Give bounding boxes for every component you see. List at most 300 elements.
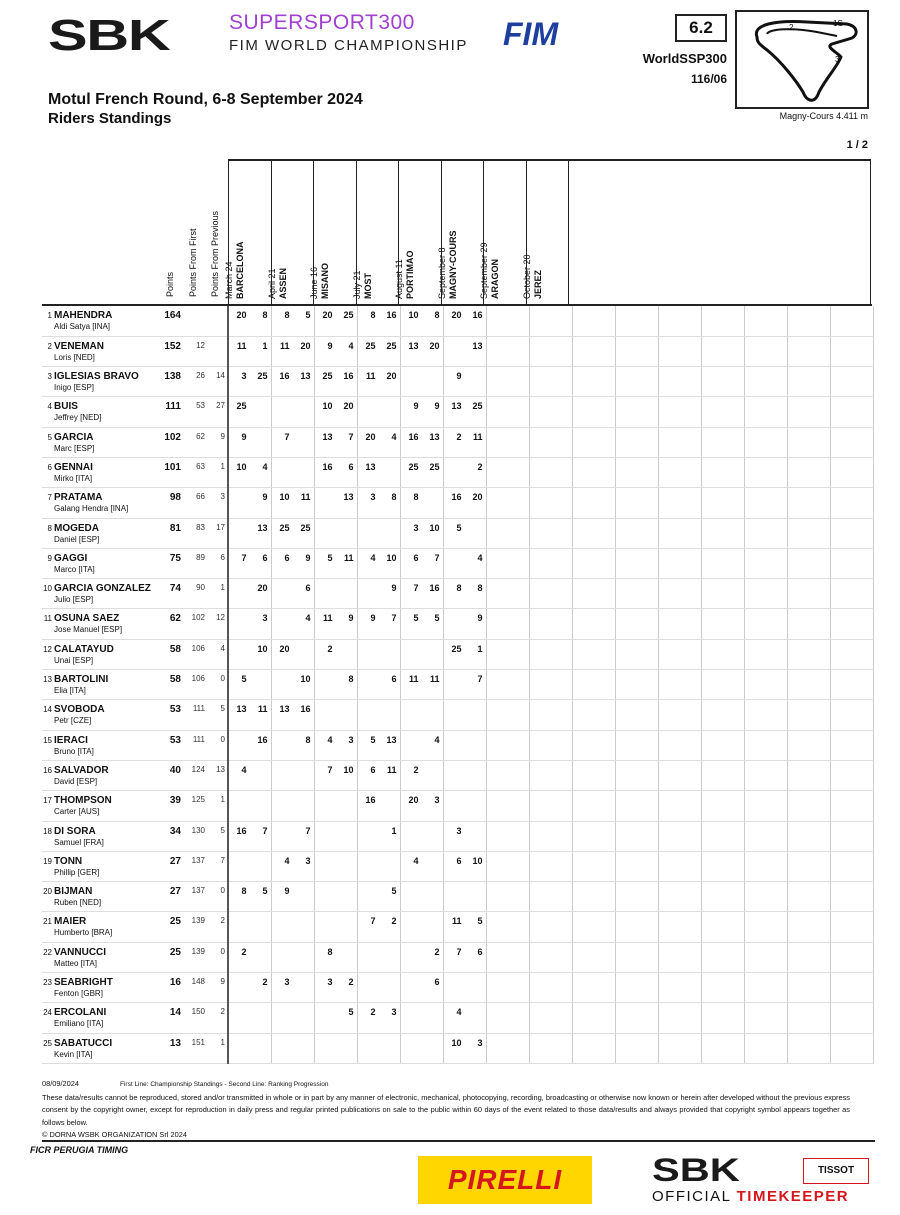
points-from-previous	[205, 306, 228, 336]
race-points	[293, 397, 315, 427]
points-from-previous: 1	[205, 579, 228, 609]
empty-cell	[572, 457, 615, 487]
race-points: 25	[293, 518, 315, 548]
empty-cell	[486, 670, 529, 700]
race-points: 4	[379, 427, 401, 457]
race-points: 10	[336, 760, 358, 790]
race-points: 3	[250, 609, 272, 639]
empty-cell	[529, 367, 572, 397]
rider-first-name-nation: Daniel [ESP]	[54, 534, 100, 544]
points-from-first: 139	[181, 942, 205, 972]
empty-cell	[658, 336, 701, 366]
round-header	[479, 161, 526, 305]
empty-cell	[615, 791, 658, 821]
empty-cell	[701, 306, 744, 336]
points-from-previous: 0	[205, 882, 228, 912]
race-points: 20	[465, 488, 487, 518]
empty-cell	[572, 639, 615, 669]
race-points: 11	[293, 488, 315, 518]
sbk-logo	[48, 11, 170, 60]
points-from-first: 89	[181, 548, 205, 578]
race-points: 25	[336, 306, 358, 336]
race-points: 11	[465, 427, 487, 457]
empty-cell	[572, 821, 615, 851]
race-points	[228, 579, 250, 609]
race-points: 3	[379, 1003, 401, 1033]
race-points	[271, 397, 293, 427]
track-label: 3	[835, 55, 840, 64]
rider-position: 6	[47, 462, 52, 472]
rider-first-name-nation: Marc [ESP]	[54, 443, 95, 453]
race-points	[379, 639, 401, 669]
points-from-previous: 5	[205, 700, 228, 730]
race-points: 3	[293, 851, 315, 881]
race-points	[271, 730, 293, 760]
race-points	[422, 760, 444, 790]
empty-cell	[658, 609, 701, 639]
rider-last-name: MAIER	[54, 916, 87, 928]
race-points	[293, 942, 315, 972]
empty-cell	[572, 1033, 615, 1063]
table-row	[42, 488, 873, 518]
empty-cell	[744, 730, 787, 760]
empty-cell	[787, 670, 830, 700]
race-points	[250, 1033, 272, 1063]
race-points	[465, 791, 487, 821]
rider-cell	[42, 730, 155, 760]
points: 75	[155, 548, 181, 578]
race-points	[357, 1033, 379, 1063]
race-points	[443, 548, 465, 578]
rider-first-name-nation: Jose Manuel [ESP]	[54, 625, 123, 635]
rider-first-name-nation: Inigo [ESP]	[54, 383, 95, 393]
rider-cell	[42, 1033, 155, 1063]
race-points: 9	[250, 488, 272, 518]
race-points	[443, 336, 465, 366]
rider-first-name-nation: David [ESP]	[54, 776, 98, 786]
empty-cell	[572, 1003, 615, 1033]
race-points: 13	[443, 397, 465, 427]
rider-position: 17	[43, 796, 52, 806]
race-points	[228, 973, 250, 1003]
race-points: 4	[336, 336, 358, 366]
empty-cell	[529, 882, 572, 912]
race-points	[271, 1003, 293, 1033]
race-points: 11	[357, 367, 379, 397]
race-points	[271, 760, 293, 790]
points-from-first: 139	[181, 912, 205, 942]
race-points	[357, 579, 379, 609]
race-points: 16	[336, 367, 358, 397]
empty-cell	[486, 851, 529, 881]
document-number: 116/06	[690, 72, 727, 86]
race-points	[443, 730, 465, 760]
race-points: 25	[400, 457, 422, 487]
race-points: 9	[443, 367, 465, 397]
empty-cell	[572, 942, 615, 972]
rider-last-name: BIJMAN	[54, 886, 93, 898]
points: 27	[155, 851, 181, 881]
points-from-previous: 0	[205, 730, 228, 760]
empty-cell	[787, 973, 830, 1003]
empty-cell	[615, 700, 658, 730]
points: 74	[155, 579, 181, 609]
points-from-previous: 7	[205, 851, 228, 881]
race-points: 10	[465, 851, 487, 881]
track-label: 2	[789, 23, 794, 32]
empty-cell	[658, 821, 701, 851]
race-points: 25	[443, 639, 465, 669]
round-header	[224, 161, 271, 305]
table-row	[42, 1003, 873, 1033]
empty-cell	[658, 700, 701, 730]
race-points	[228, 609, 250, 639]
race-points	[336, 700, 358, 730]
round-date: July 21	[351, 270, 362, 299]
race-points	[293, 1003, 315, 1033]
race-points	[400, 1003, 422, 1033]
col-header-from-first: Points From First	[188, 228, 198, 297]
race-points	[443, 609, 465, 639]
empty-cell	[701, 609, 744, 639]
empty-cell	[615, 518, 658, 548]
race-points	[379, 851, 401, 881]
points-from-previous: 0	[205, 670, 228, 700]
round-venue: MISANO	[320, 263, 330, 299]
rider-position: 15	[43, 735, 52, 745]
round-date: October 20	[521, 254, 532, 299]
empty-cell	[744, 760, 787, 790]
race-points: 5	[400, 609, 422, 639]
race-points	[379, 397, 401, 427]
empty-cell	[830, 821, 873, 851]
race-points	[422, 367, 444, 397]
rider-cell	[42, 457, 155, 487]
standings-table	[42, 306, 871, 1064]
rider-position: 8	[47, 523, 52, 533]
empty-cell	[529, 306, 572, 336]
empty-cell	[529, 760, 572, 790]
race-points	[400, 1033, 422, 1063]
rider-cell	[42, 912, 155, 942]
race-points: 6	[465, 942, 487, 972]
race-points	[271, 1033, 293, 1063]
race-points: 9	[336, 609, 358, 639]
empty-cell	[615, 457, 658, 487]
empty-cell	[615, 912, 658, 942]
empty-cell	[701, 791, 744, 821]
document-code: 6.2	[675, 14, 727, 42]
rider-first-name-nation: Julio [ESP]	[54, 595, 94, 605]
race-points: 13	[250, 518, 272, 548]
empty-cell	[830, 973, 873, 1003]
empty-cell	[486, 639, 529, 669]
race-points	[422, 851, 444, 881]
round-date: September 29	[479, 242, 489, 299]
race-points: 4	[293, 609, 315, 639]
race-points: 16	[357, 791, 379, 821]
race-points: 7	[250, 821, 272, 851]
timing-provider: FICR PERUGIA TIMING	[30, 1145, 129, 1155]
race-points: 20	[357, 427, 379, 457]
points-from-first: 137	[181, 882, 205, 912]
race-points: 13	[379, 730, 401, 760]
race-points: 13	[357, 457, 379, 487]
race-points	[336, 518, 358, 548]
empty-cell	[572, 306, 615, 336]
rider-position: 4	[47, 402, 52, 412]
rider-first-name-nation: Kevin [ITA]	[54, 1049, 93, 1059]
empty-cell	[744, 1003, 787, 1033]
race-points	[400, 821, 422, 851]
rider-last-name: CALATAYUD	[54, 643, 114, 655]
rider-cell	[42, 518, 155, 548]
empty-cell	[787, 548, 830, 578]
table-row	[42, 670, 873, 700]
points: 138	[155, 367, 181, 397]
race-points	[271, 670, 293, 700]
empty-cell	[744, 1033, 787, 1063]
race-points	[250, 851, 272, 881]
race-points	[336, 639, 358, 669]
race-points: 2	[357, 1003, 379, 1033]
table-row	[42, 367, 873, 397]
empty-cell	[701, 336, 744, 366]
race-points	[314, 518, 336, 548]
race-points: 6	[357, 760, 379, 790]
empty-cell	[830, 518, 873, 548]
race-points	[250, 670, 272, 700]
empty-cell	[787, 639, 830, 669]
points-from-previous: 9	[205, 427, 228, 457]
race-points: 1	[250, 336, 272, 366]
page-title: Motul French Round, 6-8 September 2024	[48, 91, 363, 108]
race-points: 2	[465, 457, 487, 487]
empty-cell	[744, 882, 787, 912]
empty-cell	[744, 518, 787, 548]
race-points: 2	[336, 973, 358, 1003]
race-points	[400, 882, 422, 912]
race-points: 20	[314, 306, 336, 336]
empty-cell	[744, 851, 787, 881]
empty-cell	[486, 821, 529, 851]
race-points	[443, 791, 465, 821]
sbk-timekeeper-logo: SBK	[652, 1152, 740, 1188]
race-points: 2	[400, 760, 422, 790]
rider-first-name-nation: Marco [ITA]	[54, 564, 95, 574]
empty-cell	[486, 397, 529, 427]
rider-last-name: IERACI	[54, 734, 88, 746]
race-points	[422, 882, 444, 912]
empty-cell	[486, 942, 529, 972]
race-points: 4	[422, 730, 444, 760]
points-from-first: 111	[181, 700, 205, 730]
empty-cell	[572, 548, 615, 578]
race-points	[250, 791, 272, 821]
empty-cell	[486, 518, 529, 548]
points-from-first: 63	[181, 457, 205, 487]
points: 16	[155, 973, 181, 1003]
empty-cell	[486, 488, 529, 518]
round-venue: BARCELONA	[235, 241, 245, 299]
race-points	[293, 760, 315, 790]
rider-last-name: BUIS	[54, 401, 78, 413]
race-points	[443, 973, 465, 1003]
table-row	[42, 730, 873, 760]
race-points: 25	[357, 336, 379, 366]
points: 27	[155, 882, 181, 912]
points: 164	[155, 306, 181, 336]
race-points: 13	[293, 367, 315, 397]
points: 34	[155, 821, 181, 851]
empty-cell	[830, 700, 873, 730]
empty-cell	[615, 579, 658, 609]
race-points: 6	[271, 548, 293, 578]
empty-cell	[658, 912, 701, 942]
race-points: 5	[379, 882, 401, 912]
race-points	[400, 942, 422, 972]
race-points	[293, 639, 315, 669]
track-caption: Magny-Cours 4.411 m	[779, 111, 868, 121]
round-date: March 24	[224, 261, 234, 299]
empty-cell	[787, 579, 830, 609]
round-venue: MOST	[362, 273, 373, 299]
race-points: 10	[400, 306, 422, 336]
table-row	[42, 336, 873, 366]
rider-cell	[42, 579, 155, 609]
race-points: 25	[422, 457, 444, 487]
points-from-previous: 6	[205, 548, 228, 578]
race-points	[400, 367, 422, 397]
points-from-first: 90	[181, 579, 205, 609]
series-name: SUPERSPORT300	[229, 11, 415, 34]
points: 81	[155, 518, 181, 548]
empty-cell	[658, 367, 701, 397]
empty-cell	[529, 670, 572, 700]
empty-cell	[486, 1033, 529, 1063]
points: 13	[155, 1033, 181, 1063]
empty-cell	[658, 670, 701, 700]
race-points: 8	[400, 488, 422, 518]
race-points: 7	[465, 670, 487, 700]
rider-position: 23	[43, 978, 52, 988]
points-from-previous: 2	[205, 1003, 228, 1033]
empty-cell	[744, 457, 787, 487]
empty-cell	[830, 488, 873, 518]
race-points	[228, 488, 250, 518]
rider-first-name-nation: Jeffrey [NED]	[54, 413, 102, 423]
points: 39	[155, 791, 181, 821]
empty-cell	[787, 912, 830, 942]
rider-first-name-nation: Samuel [FRA]	[54, 837, 104, 847]
points: 53	[155, 700, 181, 730]
race-points: 20	[400, 791, 422, 821]
race-points: 2	[228, 942, 250, 972]
race-points	[336, 791, 358, 821]
race-points	[357, 670, 379, 700]
race-points	[228, 851, 250, 881]
table-row	[42, 609, 873, 639]
rider-first-name-nation: Ruben [NED]	[54, 898, 102, 908]
empty-cell	[787, 367, 830, 397]
race-points: 7	[228, 548, 250, 578]
rider-position: 16	[43, 765, 52, 775]
empty-cell	[615, 336, 658, 366]
race-points: 4	[250, 457, 272, 487]
table-row	[42, 457, 873, 487]
race-points: 5	[293, 306, 315, 336]
empty-cell	[658, 730, 701, 760]
empty-cell	[744, 306, 787, 336]
empty-cell	[701, 397, 744, 427]
race-points: 6	[293, 579, 315, 609]
empty-cell	[744, 700, 787, 730]
empty-cell	[787, 851, 830, 881]
empty-cell	[486, 912, 529, 942]
empty-cell	[572, 973, 615, 1003]
race-points: 6	[379, 670, 401, 700]
empty-cell	[486, 457, 529, 487]
empty-cell	[529, 336, 572, 366]
race-points	[250, 397, 272, 427]
rider-cell	[42, 670, 155, 700]
race-points: 13	[465, 336, 487, 366]
race-points: 3	[357, 488, 379, 518]
race-points	[465, 700, 487, 730]
race-points: 6	[400, 548, 422, 578]
race-points	[314, 579, 336, 609]
col-header-points: Points	[165, 271, 175, 297]
empty-cell	[701, 427, 744, 457]
race-points: 20	[443, 306, 465, 336]
rider-position: 24	[43, 1008, 52, 1018]
rider-cell	[42, 700, 155, 730]
empty-cell	[830, 367, 873, 397]
points-from-previous: 0	[205, 942, 228, 972]
empty-cell	[658, 942, 701, 972]
race-points	[379, 700, 401, 730]
empty-cell	[830, 639, 873, 669]
race-points	[422, 912, 444, 942]
empty-cell	[701, 670, 744, 700]
empty-cell	[572, 518, 615, 548]
race-points: 11	[336, 548, 358, 578]
race-points: 9	[293, 548, 315, 578]
race-points	[422, 1003, 444, 1033]
empty-cell	[701, 639, 744, 669]
empty-cell	[701, 882, 744, 912]
empty-cell	[787, 609, 830, 639]
empty-cell	[787, 760, 830, 790]
empty-cell	[572, 397, 615, 427]
empty-cell	[701, 579, 744, 609]
empty-cell	[787, 1003, 830, 1033]
empty-cell	[830, 579, 873, 609]
race-points	[400, 730, 422, 760]
race-points	[465, 760, 487, 790]
empty-cell	[744, 548, 787, 578]
race-points	[465, 882, 487, 912]
rider-last-name: MOGEDA	[54, 522, 99, 534]
points-from-first: 151	[181, 1033, 205, 1063]
empty-cell	[572, 730, 615, 760]
race-points: 25	[250, 367, 272, 397]
points-from-first: 125	[181, 791, 205, 821]
empty-cell	[572, 367, 615, 397]
empty-cell	[658, 457, 701, 487]
table-row	[42, 427, 873, 457]
empty-cell	[615, 1003, 658, 1033]
